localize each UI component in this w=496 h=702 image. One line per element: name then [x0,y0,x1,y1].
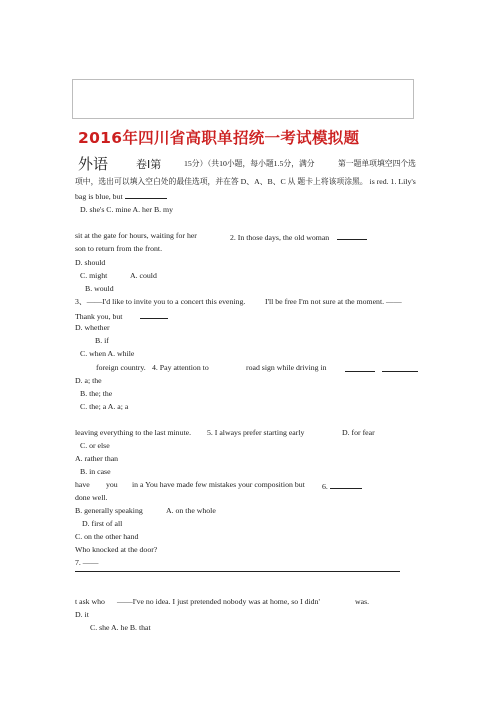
question-line: son to return from the front. [75,244,163,253]
options-line: D. she's C. mine A. her B. my [80,205,174,214]
answer-blank [337,231,367,240]
option-item: D. should [75,258,106,267]
question-line: t ask who [75,597,105,606]
question-line: 2. In those days, the old woman [230,231,367,243]
answer-blank [125,190,167,199]
header-box [72,79,414,119]
option-item: C. on the other hand [75,532,139,541]
question-line: foreign country. [96,363,146,372]
question-line: leaving everything to the last minute. [75,428,192,437]
question-number: 6. [322,480,362,492]
question-line: in a You have made few mistakes your composition but [132,480,305,489]
divider-line [75,571,400,572]
option-item: A. rather than [75,454,119,463]
answer-blank [382,363,418,372]
option-item: C. when A. while [80,349,135,358]
option-item: D. for fear [342,428,375,437]
volume-label: 卷Ⅰ第 [136,158,162,171]
option-item: B. generally speaking [75,506,143,515]
option-item: C. she A. he B. that [90,623,151,632]
option-item: B. if [95,336,109,345]
option-item: B. the; the [80,389,113,398]
question-line: road sign while driving in [246,363,327,372]
question-line: sit at the gate for hours, waiting for her [75,231,197,240]
question-line: 4. Pay attention to [152,363,209,372]
question-line: 3、——I'd like to invite you to a concert this evening. [75,297,246,306]
question-line: 7. —— [75,558,99,567]
question-line: done well. [75,493,108,502]
question-line: Thank you, but [75,310,168,322]
answer-blank [140,310,168,319]
option-item: D. a; the [75,376,102,385]
question-line: Who knocked at the door? [75,545,158,554]
subject-label: 外语 [78,155,109,173]
question-line: have [75,480,90,489]
option-item: B. would [85,284,114,293]
option-item: A. on the whole [166,506,216,515]
option-item: B. in case [80,467,111,476]
question-line: I'll be free I'm not sure at the moment. —— [265,297,402,306]
option-item: D. first of all [82,519,123,528]
option-item: A. could [130,271,157,280]
instruction-line: 项中，选出可以填入空白处的最佳选项，并在答 D、A、B、C 从 题卡上将该项涂黑。 is red. 1. Lily's [75,177,416,186]
page-title: 2016年四川省高职单招统一考试模拟题 [78,129,360,147]
section-info: 15分）（共10小题，每小题1.5分，满分 [184,159,315,168]
section-heading: 第一题单项填空四个选 [338,159,416,168]
answer-blank [345,363,375,372]
option-item: D. it [75,610,89,619]
question-line: bag is blue, but [75,190,167,202]
question-line: 5. I always prefer starting early [207,428,305,437]
option-item: C. might [80,271,108,280]
option-item: C. the; a A. a; a [80,402,129,411]
question-line: you [106,480,118,489]
question-line: ——I've no idea. I just pretended nobody was at home, so I didn' [117,597,320,606]
question-line: was. [355,597,370,606]
option-item: C. or else [80,441,110,450]
answer-blank [330,480,362,489]
option-item: D. whether [75,323,110,332]
